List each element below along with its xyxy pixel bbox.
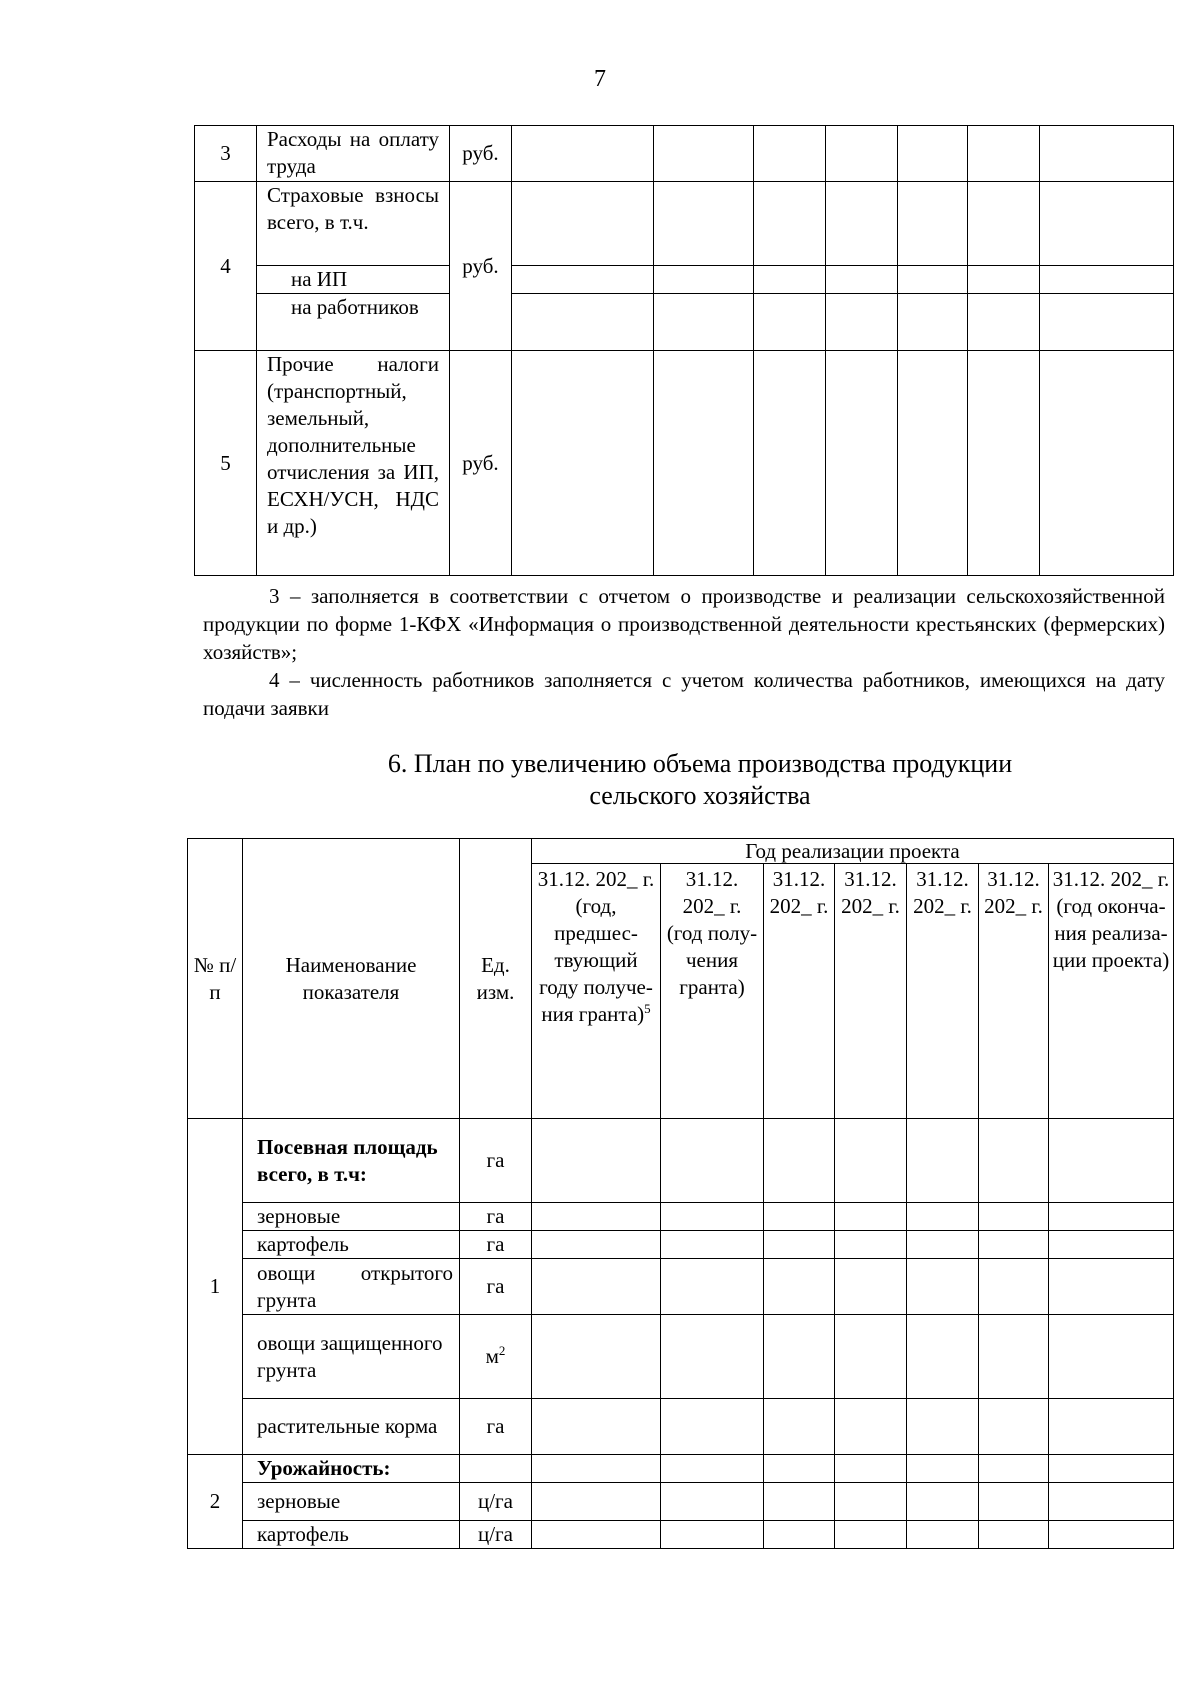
table-cell (1049, 1455, 1174, 1483)
header-col-3: 31.12. 202_ г. (764, 864, 835, 1119)
row-unit: ц/га (460, 1483, 532, 1521)
header-col-1-text: 31.12. 202_ г. (год, предшес- твующий году получе- ния гранта) (537, 867, 655, 1026)
section-title-line: 6. План по увеличению объема производства продукции (387, 749, 1013, 778)
row-name: картофель (243, 1521, 460, 1549)
table-cell (968, 182, 1040, 266)
row-name: Страховые взносы всего, в т.ч. (257, 182, 450, 266)
table-row (188, 1455, 1174, 1483)
header-col-4: 31.12. 202_ г. (835, 864, 907, 1119)
table-cell (835, 1119, 907, 1203)
table-cell (907, 1521, 979, 1549)
table-cell (907, 1483, 979, 1521)
table-cell (898, 266, 968, 294)
row-name: растительные корма (243, 1399, 460, 1455)
row-name: Посевная площадь всего, в т.ч: (243, 1119, 460, 1203)
table-cell (764, 1483, 835, 1521)
header-no: № п/п (188, 839, 243, 1119)
table-cell (1049, 1315, 1174, 1399)
section-title (200, 748, 1200, 812)
row-name: овощи защищенного грунта (243, 1315, 460, 1399)
table-cell (907, 1203, 979, 1231)
row-unit (460, 1315, 532, 1399)
header-col-1 (532, 864, 661, 1119)
table-cell (754, 266, 826, 294)
table-cell (512, 266, 654, 294)
table-cell (979, 1399, 1049, 1455)
table-cell (661, 1259, 764, 1315)
table-cell (1040, 351, 1174, 576)
table-cell (654, 294, 754, 351)
table-cell (654, 351, 754, 576)
table-cell (532, 1259, 661, 1315)
table-cell (826, 294, 898, 351)
table-row (195, 351, 1174, 576)
table-cell (661, 1483, 764, 1521)
table-cell (661, 1399, 764, 1455)
row-number: 5 (195, 351, 257, 576)
table-cell (764, 1119, 835, 1203)
table-cell (661, 1231, 764, 1259)
table-cell (512, 126, 654, 182)
row-unit: руб. (450, 351, 512, 576)
row-name: овощи открытого грунта (243, 1259, 460, 1315)
table-cell (826, 351, 898, 576)
table-cell (532, 1399, 661, 1455)
production-plan-table (187, 838, 1174, 1549)
row-unit: руб. (450, 126, 512, 182)
table-cell (835, 1315, 907, 1399)
header-col-2: 31.12. 202_ г. (год полу- чения гранта) (661, 864, 764, 1119)
footnotes (203, 582, 1165, 722)
table-cell (654, 182, 754, 266)
row-unit (460, 1455, 532, 1483)
table-cell (512, 351, 654, 576)
table-cell (764, 1315, 835, 1399)
table-cell (1049, 1399, 1174, 1455)
header-col-6: 31.12. 202_ г. (979, 864, 1049, 1119)
table-cell (898, 351, 968, 576)
table-cell (661, 1455, 764, 1483)
table-cell (907, 1315, 979, 1399)
table-cell (835, 1455, 907, 1483)
row-unit: га (460, 1119, 532, 1203)
table-cell (907, 1259, 979, 1315)
table-cell (532, 1521, 661, 1549)
expenses-table (194, 125, 1174, 576)
row-unit: руб. (450, 182, 512, 351)
row-subname: на работников (257, 294, 450, 351)
table-cell (654, 126, 754, 182)
table-cell (764, 1231, 835, 1259)
table-cell (512, 182, 654, 266)
table-cell (1040, 266, 1174, 294)
table-cell (754, 294, 826, 351)
table-cell (979, 1455, 1049, 1483)
table-cell (898, 126, 968, 182)
table-cell (898, 182, 968, 266)
header-name: Наименование показателя (243, 839, 460, 1119)
table-cell (907, 1231, 979, 1259)
table-cell (835, 1483, 907, 1521)
table-cell (979, 1483, 1049, 1521)
table-cell (1049, 1483, 1174, 1521)
table-cell (661, 1119, 764, 1203)
row-name: Прочие налоги (транспортный, земельный, дополнительные отчисления за ИП, ЕСХН/УСН, НДС и др.) (257, 351, 450, 576)
table-row (188, 1483, 1174, 1521)
table-cell (979, 1231, 1049, 1259)
table-cell (979, 1203, 1049, 1231)
table-cell (907, 1119, 979, 1203)
table-row (195, 294, 1174, 351)
row-name: Расходы на оплату труда (257, 126, 450, 182)
table-cell (532, 1119, 661, 1203)
table-row (188, 1315, 1174, 1399)
table-cell (764, 1259, 835, 1315)
table-cell (1049, 1231, 1174, 1259)
table-row (188, 1521, 1174, 1549)
table-cell (979, 1119, 1049, 1203)
table-cell (826, 182, 898, 266)
row-number: 3 (195, 126, 257, 182)
table-row (195, 266, 1174, 294)
table-cell (826, 126, 898, 182)
table-cell (661, 1203, 764, 1231)
table-cell (968, 266, 1040, 294)
table-cell (1049, 1259, 1174, 1315)
table-cell (532, 1231, 661, 1259)
table-cell (764, 1521, 835, 1549)
table-cell (1049, 1203, 1174, 1231)
table-cell (754, 126, 826, 182)
table-cell (532, 1203, 661, 1231)
row-name: Урожайность: (243, 1455, 460, 1483)
table-cell (968, 126, 1040, 182)
table-cell (835, 1231, 907, 1259)
row-unit: га (460, 1259, 532, 1315)
table-cell (835, 1521, 907, 1549)
table-cell (654, 266, 754, 294)
table-cell (764, 1203, 835, 1231)
table-row (188, 1231, 1174, 1259)
footnote-3: 3 – заполняется в соответствии с отчетом о производстве и реализации сельскохозяйственной продукции по форме 1-КФХ «Информация о производственной деятельности крестьянских (фермерских) хозяйств»; (203, 584, 1165, 664)
row-unit: ц/га (460, 1521, 532, 1549)
header-col-7: 31.12. 202_ г. (год оконча- ния реализа- ции проекта) (1049, 864, 1174, 1119)
row-unit: га (460, 1231, 532, 1259)
table-cell (532, 1483, 661, 1521)
table-cell (826, 266, 898, 294)
header-col-5: 31.12. 202_ г. (907, 864, 979, 1119)
table-cell (979, 1315, 1049, 1399)
table-row (195, 126, 1174, 182)
table-cell (764, 1399, 835, 1455)
row-unit: га (460, 1399, 532, 1455)
table-cell (907, 1455, 979, 1483)
unit-text: м (485, 1344, 499, 1368)
table-cell (661, 1521, 764, 1549)
table-cell (835, 1399, 907, 1455)
row-number: 1 (188, 1119, 243, 1455)
page-number: 7 (594, 66, 606, 92)
row-subname: на ИП (257, 266, 450, 294)
table-cell (979, 1521, 1049, 1549)
table-cell (764, 1455, 835, 1483)
table-row (188, 1399, 1174, 1455)
table-cell (1049, 1119, 1174, 1203)
table-cell (968, 294, 1040, 351)
header-unit: Ед. изм. (460, 839, 532, 1119)
table-cell (1040, 182, 1174, 266)
header-year-group: Год реализации проекта (532, 839, 1174, 864)
section-title-line: сельского хозяйства (589, 781, 811, 810)
footnote-ref: 5 (644, 1001, 651, 1016)
table-cell (979, 1259, 1049, 1315)
row-name: зерновые (243, 1483, 460, 1521)
table-cell (835, 1203, 907, 1231)
table-row (195, 182, 1174, 266)
table-cell (532, 1455, 661, 1483)
table-cell (1040, 126, 1174, 182)
table-row (188, 1259, 1174, 1315)
table-header-row (188, 839, 1174, 864)
table-cell (754, 351, 826, 576)
table-cell (754, 182, 826, 266)
table-cell (1049, 1521, 1174, 1549)
table-row (188, 1119, 1174, 1203)
table-cell (898, 294, 968, 351)
table-cell (968, 351, 1040, 576)
table-row (188, 1203, 1174, 1231)
table-cell (532, 1315, 661, 1399)
table-cell (661, 1315, 764, 1399)
row-number: 2 (188, 1455, 243, 1549)
unit-superscript: 2 (498, 1343, 506, 1358)
table-cell (1040, 294, 1174, 351)
table-cell (512, 294, 654, 351)
row-number: 4 (195, 182, 257, 351)
row-name: картофель (243, 1231, 460, 1259)
footnote-4: 4 – численность работников заполняется с учетом количества работников, имеющихся на дату подачи заявки (203, 668, 1165, 720)
table-cell (907, 1399, 979, 1455)
row-name: зерновые (243, 1203, 460, 1231)
table-cell (835, 1259, 907, 1315)
row-unit: га (460, 1203, 532, 1231)
